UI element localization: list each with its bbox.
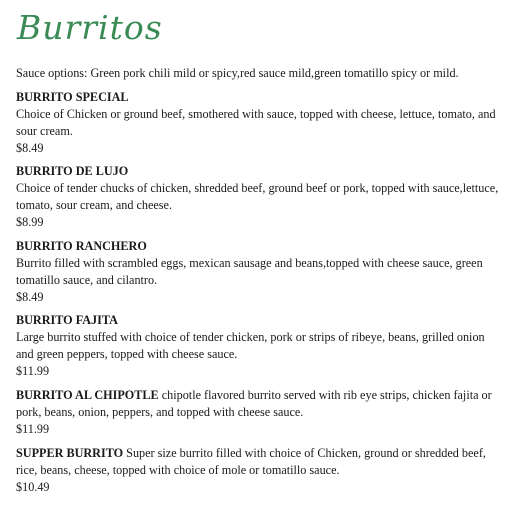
menu-item-description: chipotle flavored burrito served with rib eye strips, chicken fajita or pork, beans, onion, peppers, and topped with cheese sauce.: [16, 388, 492, 419]
menu-item-description: Large burrito stuffed with choice of tender chicken, pork or strips of ribeye, beans, grilled onion and green peppers, topped with cheese sauce.: [16, 330, 485, 361]
menu-item-burrito-al-chipotle: [16, 387, 500, 438]
menu-item-description: Burrito filled with scrambled eggs, mexican sausage and beans,topped with cheese sauce, green tomatillo sauce, and cilantro.: [16, 256, 483, 287]
menu-item-description: Choice of Chicken or ground beef, smothered with sauce, topped with cheese, lettuce, tomato, and sour cream.: [16, 107, 496, 138]
menu-item-burrito-de-lujo: [16, 163, 500, 231]
menu-item-name: SUPPER BURRITO: [16, 446, 124, 460]
menu-item-price: $11.99: [16, 422, 50, 436]
menu-item-text: [16, 387, 500, 421]
menu-item-burrito-special: [16, 89, 500, 157]
menu-item-price: $11.99: [16, 364, 50, 378]
menu-item-price: $10.49: [16, 480, 50, 494]
menu-item-description: Choice of tender chucks of chicken, shredded beef, ground beef or pork, topped with sauce,lettuce, tomato, sour cream, and cheese.: [16, 181, 499, 212]
menu-item-burrito-ranchero: [16, 238, 500, 306]
menu-item-text: [16, 445, 500, 479]
menu-item-name: BURRITO FAJITA: [16, 313, 118, 327]
page-title: Burritos: [17, 8, 163, 47]
menu-item-description: Super size burrito filled with choice of Chicken, ground or shredded beef, rice, beans, cheese, topped with choice of mole or tomatillo sauce.: [16, 446, 486, 477]
menu-item-price: $8.49: [16, 290, 44, 304]
menu-item-burrito-fajita: [16, 312, 500, 380]
menu-item-name: BURRITO RANCHERO: [16, 239, 147, 253]
menu-item-price: $8.49: [16, 141, 44, 155]
menu-item-name: BURRITO AL CHIPOTLE: [16, 388, 159, 402]
menu-item-supper-burrito: [16, 445, 500, 496]
sauce-options-text: Sauce options: Green pork chili mild or spicy,red sauce mild,green tomatillo spicy or mild.: [16, 66, 459, 80]
menu-item-name: BURRITO DE LUJO: [16, 164, 129, 178]
menu-item-name: BURRITO SPECIAL: [16, 90, 129, 104]
menu-item-price: $8.99: [16, 215, 44, 229]
